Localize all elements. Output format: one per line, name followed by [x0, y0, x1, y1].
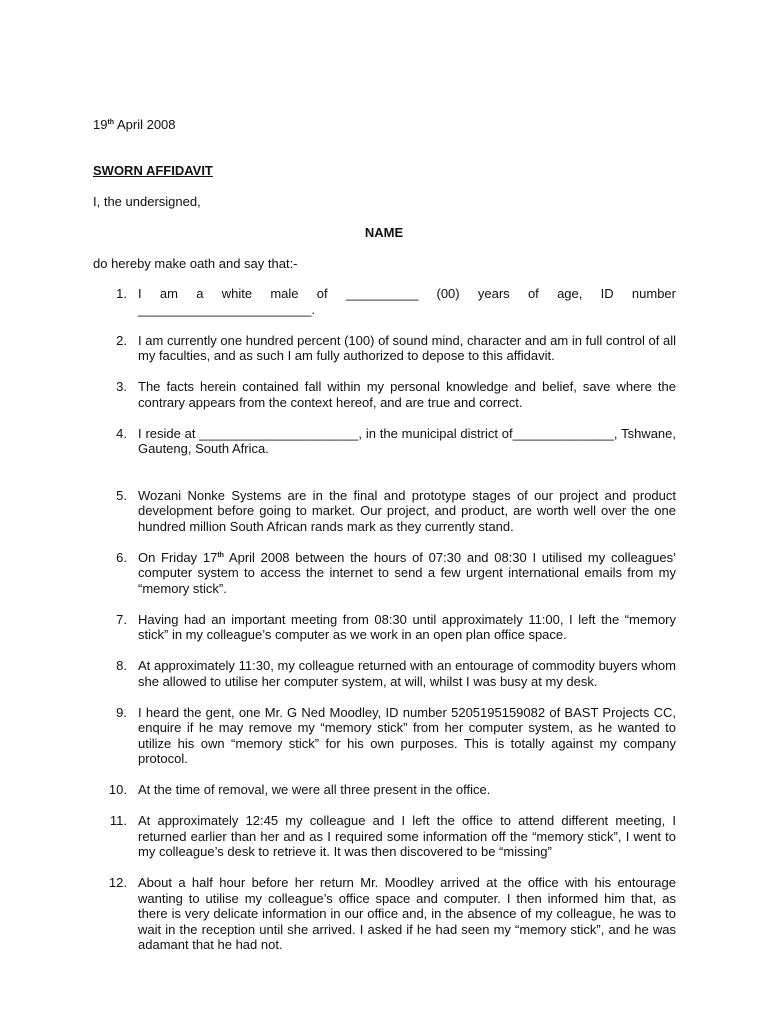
list-item — [93, 705, 676, 767]
item-text: About a half hour before her return Mr. Moodley arrived at the office with his entourage wanting to utilise my colleague’s office space and computer. I then informed him that, as there is very delicate information in our office and, in the absence of my colleague, he was to wait in the reception until she arrived. I asked if he had seen my “memory stick”, and he was adamant that he had not. — [138, 875, 676, 952]
item-number: 8. — [116, 658, 127, 673]
item-number: 4. — [116, 425, 127, 441]
document-heading: SWORN AFFIDAVIT — [93, 163, 213, 178]
list-item — [93, 782, 676, 798]
item-text: Having had an important meeting from 08:30 until approximately 11:00, I left the “memory stick” in my colleague’s computer as we work in an open plan office space. — [138, 611, 676, 642]
item-text: At the time of removal, we were all three present in the office. — [138, 782, 491, 797]
item-number: 12. — [108, 875, 127, 890]
item-text: I am currently one hundred percent (100) of sound mind, character and am in full control of all my faculties, and as such I am fully authorized to depose to this affidavit. — [138, 332, 676, 363]
item-text: Wozani Nonke Systems are in the final and prototype stages of our project and product development before going to market. Our project, and product, are worth well over the one hundred million South African rands mark as they currently stand. — [138, 487, 676, 534]
list-item — [93, 612, 676, 643]
deponent-name-placeholder: NAME — [364, 225, 404, 240]
item-number: 11. — [109, 813, 127, 828]
item-text: I reside at ______________________, in the municipal district of______________, Tshwane, Gauteng, South Africa. — [138, 425, 676, 456]
item-number: 9. — [116, 704, 127, 720]
item-number: 2. — [116, 332, 127, 348]
item-text: At approximately 11:30, my colleague returned with an entourage of commodity buyers whom she allowed to utilise her computer system, at will, whilst I was busy at my desk. — [138, 658, 676, 689]
item-text: I am a white male of __________ (00) years of age, ID number ________________________. — [138, 286, 676, 317]
list-item — [93, 488, 676, 535]
item-text: The facts herein contained fall within my personal knowledge and belief, save where the contrary appears from the context hereof, and are true and correct. — [138, 379, 676, 410]
item-text: On Friday 17th April 2008 between the hours of 07:30 and 08:30 I utilised my colleagues’ computer system to access the internet to send a few urgent international emails from my “memory stick”. — [138, 549, 676, 596]
list-item — [93, 286, 676, 317]
list-item — [93, 379, 676, 410]
item-number: 3. — [116, 379, 127, 394]
item-number: 6. — [116, 549, 127, 565]
date-ordinal-suffix: th — [107, 119, 115, 126]
affidavit-items-list — [93, 286, 676, 968]
oath-line: do hereby make oath and say that:- — [93, 256, 298, 271]
item-number: 7. — [116, 611, 127, 627]
list-item — [93, 550, 676, 597]
intro-line: I, the undersigned, — [93, 194, 201, 209]
list-item — [93, 813, 676, 860]
document-date: 19th April 2008 — [93, 117, 176, 132]
list-item — [93, 658, 676, 689]
item-number: 1. — [116, 286, 127, 301]
list-item — [93, 426, 676, 457]
item-text: At approximately 12:45 my colleague and I left the office to attend different meeting, I returned earlier than her and as I required some information off the “memory stick”, I went to my colleague’s desk to retrieve it. It was then discovered to be “missing” — [138, 813, 676, 859]
list-item — [93, 333, 676, 364]
list-item — [93, 875, 676, 953]
item-text: I heard the gent, one Mr. G Ned Moodley, ID number 5205195159082 of BAST Projects CC, enquire if he may remove my “memory stick” from her computer system, as he wanted to utilize his own “memory stick” for his own purposes. This is totally against my company protocol. — [138, 704, 676, 766]
item-number: 10. — [108, 782, 127, 797]
item-number: 5. — [116, 487, 127, 503]
